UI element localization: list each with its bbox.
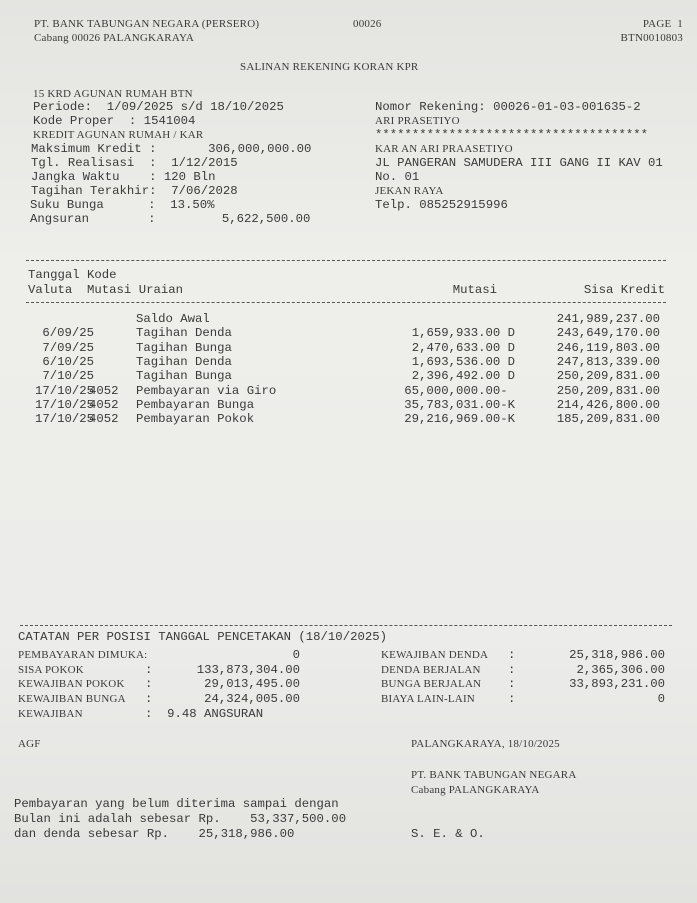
info-line: Kode Proper : 1541004 [33, 114, 196, 128]
summary-value: 33,893,231.00 [569, 677, 665, 692]
summary-label: DENDA BERJALAN [381, 663, 481, 676]
branch-code: 00026 [353, 18, 382, 30]
summary-colon: : [145, 677, 153, 692]
summary-title: CATATAN PER POSISI TANGGAL PENCETAKAN (18/10/2025) [18, 630, 387, 644]
document-code: BTN0010803 [620, 32, 683, 44]
note-line: dan denda sebesar Rp. 25,318,986.00 [14, 827, 295, 841]
row-mutasi: 35,783,031.00-K [404, 397, 515, 412]
summary-colon: : [508, 662, 516, 677]
info-line: ARI PRASETIYO [375, 115, 460, 127]
document-title: SALINAN REKENING KORAN KPR [240, 61, 419, 73]
row-mutasi: 1,659,933.00 D [411, 326, 515, 341]
summary-label: KEWAJIBAN DENDA [381, 649, 489, 661]
summary-label: KEWAJIBAN BUNGA [18, 693, 126, 706]
row-sisa-kredit: 185,209,831.00 [556, 412, 660, 427]
summary-value: 24,324,005.00 [204, 692, 300, 707]
summary-value: 29,013,495.00 [204, 677, 300, 692]
row-sisa-kredit: 246,119,803.00 [556, 340, 660, 355]
summary-colon: : [508, 677, 516, 692]
row-description: Saldo Awal [136, 312, 210, 326]
divider [20, 625, 672, 626]
summary-colon: : [508, 692, 516, 707]
summary-label: BIAYA LAIN-LAIN [381, 693, 475, 706]
note-line: Bulan ini adalah sebesar Rp. 53,337,500.00 [14, 812, 347, 826]
row-sisa-kredit: 250,209,831.00 [556, 383, 660, 398]
row-sisa-kredit: 214,426,800.00 [556, 397, 660, 412]
row-sisa-kredit: 247,813,339.00 [556, 354, 660, 369]
summary-value: 2,365,306.00 [576, 662, 665, 677]
table-header-line1: Tanggal Kode [28, 268, 117, 282]
branch-name: Cabang 00026 PALANGKARAYA [34, 32, 195, 44]
row-mutasi: 1,693,536.00 D [411, 354, 515, 369]
row-sisa-kredit: 241,989,237.00 [556, 312, 660, 326]
row-date: 6/10/25 [42, 354, 94, 369]
divider [26, 302, 666, 303]
row-date: 17/10/25 [34, 383, 94, 398]
info-line: KREDIT AGUNAN RUMAH / KAR [33, 129, 204, 141]
row-date: 17/10/25 [34, 412, 94, 427]
row-mutasi: 29,216,969.00-K [404, 412, 515, 427]
account-number: Nomor Rekening: 00026-01-03-001635-2 [375, 100, 641, 114]
operator-code: AGF [18, 738, 41, 750]
info-line: JL PANGERAN SAMUDERA III GANG II KAV 01 [375, 156, 663, 170]
info-line: Angsuran : 5,622,500.00 [30, 212, 311, 226]
info-line: Maksimum Kredit : 306,000,000.00 [31, 142, 312, 156]
summary-value: 25,318,986.00 [569, 648, 665, 662]
row-description: Pembayaran Pokok [136, 412, 255, 427]
bank-name: PT. BANK TABUNGAN NEGARA (PERSERO) [34, 18, 260, 30]
info-line: ************************************* [375, 128, 649, 142]
row-sisa-kredit: 243,649,170.00 [556, 326, 660, 341]
row-description: Pembayaran Bunga [136, 397, 255, 412]
row-date: 7/09/25 [42, 340, 94, 355]
summary-value: 0 [292, 648, 300, 662]
summary-label: BUNGA BERJALAN [381, 678, 482, 691]
divider [26, 260, 666, 261]
info-line: Jangka Waktu : 120 Bln [31, 170, 216, 184]
table-header-line2: Valuta Mutasi Uraian [28, 283, 183, 297]
row-mutasi: 2,396,492.00 D [411, 369, 515, 384]
row-code: 4052 [89, 383, 119, 398]
row-description: Tagihan Denda [136, 326, 232, 341]
row-date: 7/10/25 [42, 369, 94, 384]
info-line: No. 01 [375, 170, 420, 184]
info-line: Telp. 085252915996 [375, 198, 508, 212]
info-line: KAR AN ARI PRAASETIYO [375, 143, 513, 155]
summary-colon: : [145, 662, 153, 677]
place-date: PALANGKARAYA, 18/10/2025 [411, 738, 560, 750]
summary-label: SISA POKOK [18, 663, 84, 676]
row-description: Tagihan Bunga [136, 369, 232, 384]
info-line: Tgl. Realisasi : 1/12/2015 [31, 156, 238, 170]
page-number: PAGE 1 [642, 18, 683, 30]
column-sisa-kredit: Sisa Kredit [583, 283, 665, 297]
note-line: Pembayaran yang belum diterima sampai dengan [14, 797, 339, 811]
summary-label: PEMBAYARAN DIMUKA: [18, 649, 148, 661]
summary-label: KEWAJIBAN [18, 708, 83, 720]
row-description: Tagihan Denda [136, 354, 232, 369]
signer-branch: Cabang PALANGKARAYA [411, 784, 540, 796]
column-mutasi: Mutasi [452, 283, 497, 297]
row-code: 4052 [89, 412, 119, 427]
info-line: JEKAN RAYA [375, 185, 444, 197]
signer-bank: PT. BANK TABUNGAN NEGARA [411, 769, 577, 781]
row-sisa-kredit: 250,209,831.00 [556, 369, 660, 384]
row-code: 4052 [89, 397, 119, 412]
summary-label: KEWAJIBAN POKOK [18, 678, 125, 691]
row-description: Pembayaran via Giro [136, 383, 277, 398]
summary-colon: : [145, 692, 153, 707]
row-mutasi: 2,470,633.00 D [411, 340, 515, 355]
summary-colon: : [508, 648, 516, 662]
row-mutasi: 65,000,000.00- [404, 383, 515, 398]
summary-value: : 9.48 ANGSURAN [145, 707, 264, 721]
info-line: Tagihan Terakhir: 7/06/2028 [31, 184, 238, 198]
row-description: Tagihan Bunga [136, 340, 232, 355]
info-line: Suku Bunga : 13.50% [30, 198, 215, 212]
seo-mark: S. E. & O. [411, 827, 485, 841]
info-line: Periode: 1/09/2025 s/d 18/10/2025 [33, 100, 284, 114]
summary-value: 133,873,304.00 [196, 662, 300, 677]
row-date: 6/09/25 [42, 326, 94, 341]
info-line: 15 KRD AGUNAN RUMAH BTN [33, 88, 193, 100]
summary-value: 0 [657, 692, 665, 707]
row-date: 17/10/25 [34, 397, 94, 412]
